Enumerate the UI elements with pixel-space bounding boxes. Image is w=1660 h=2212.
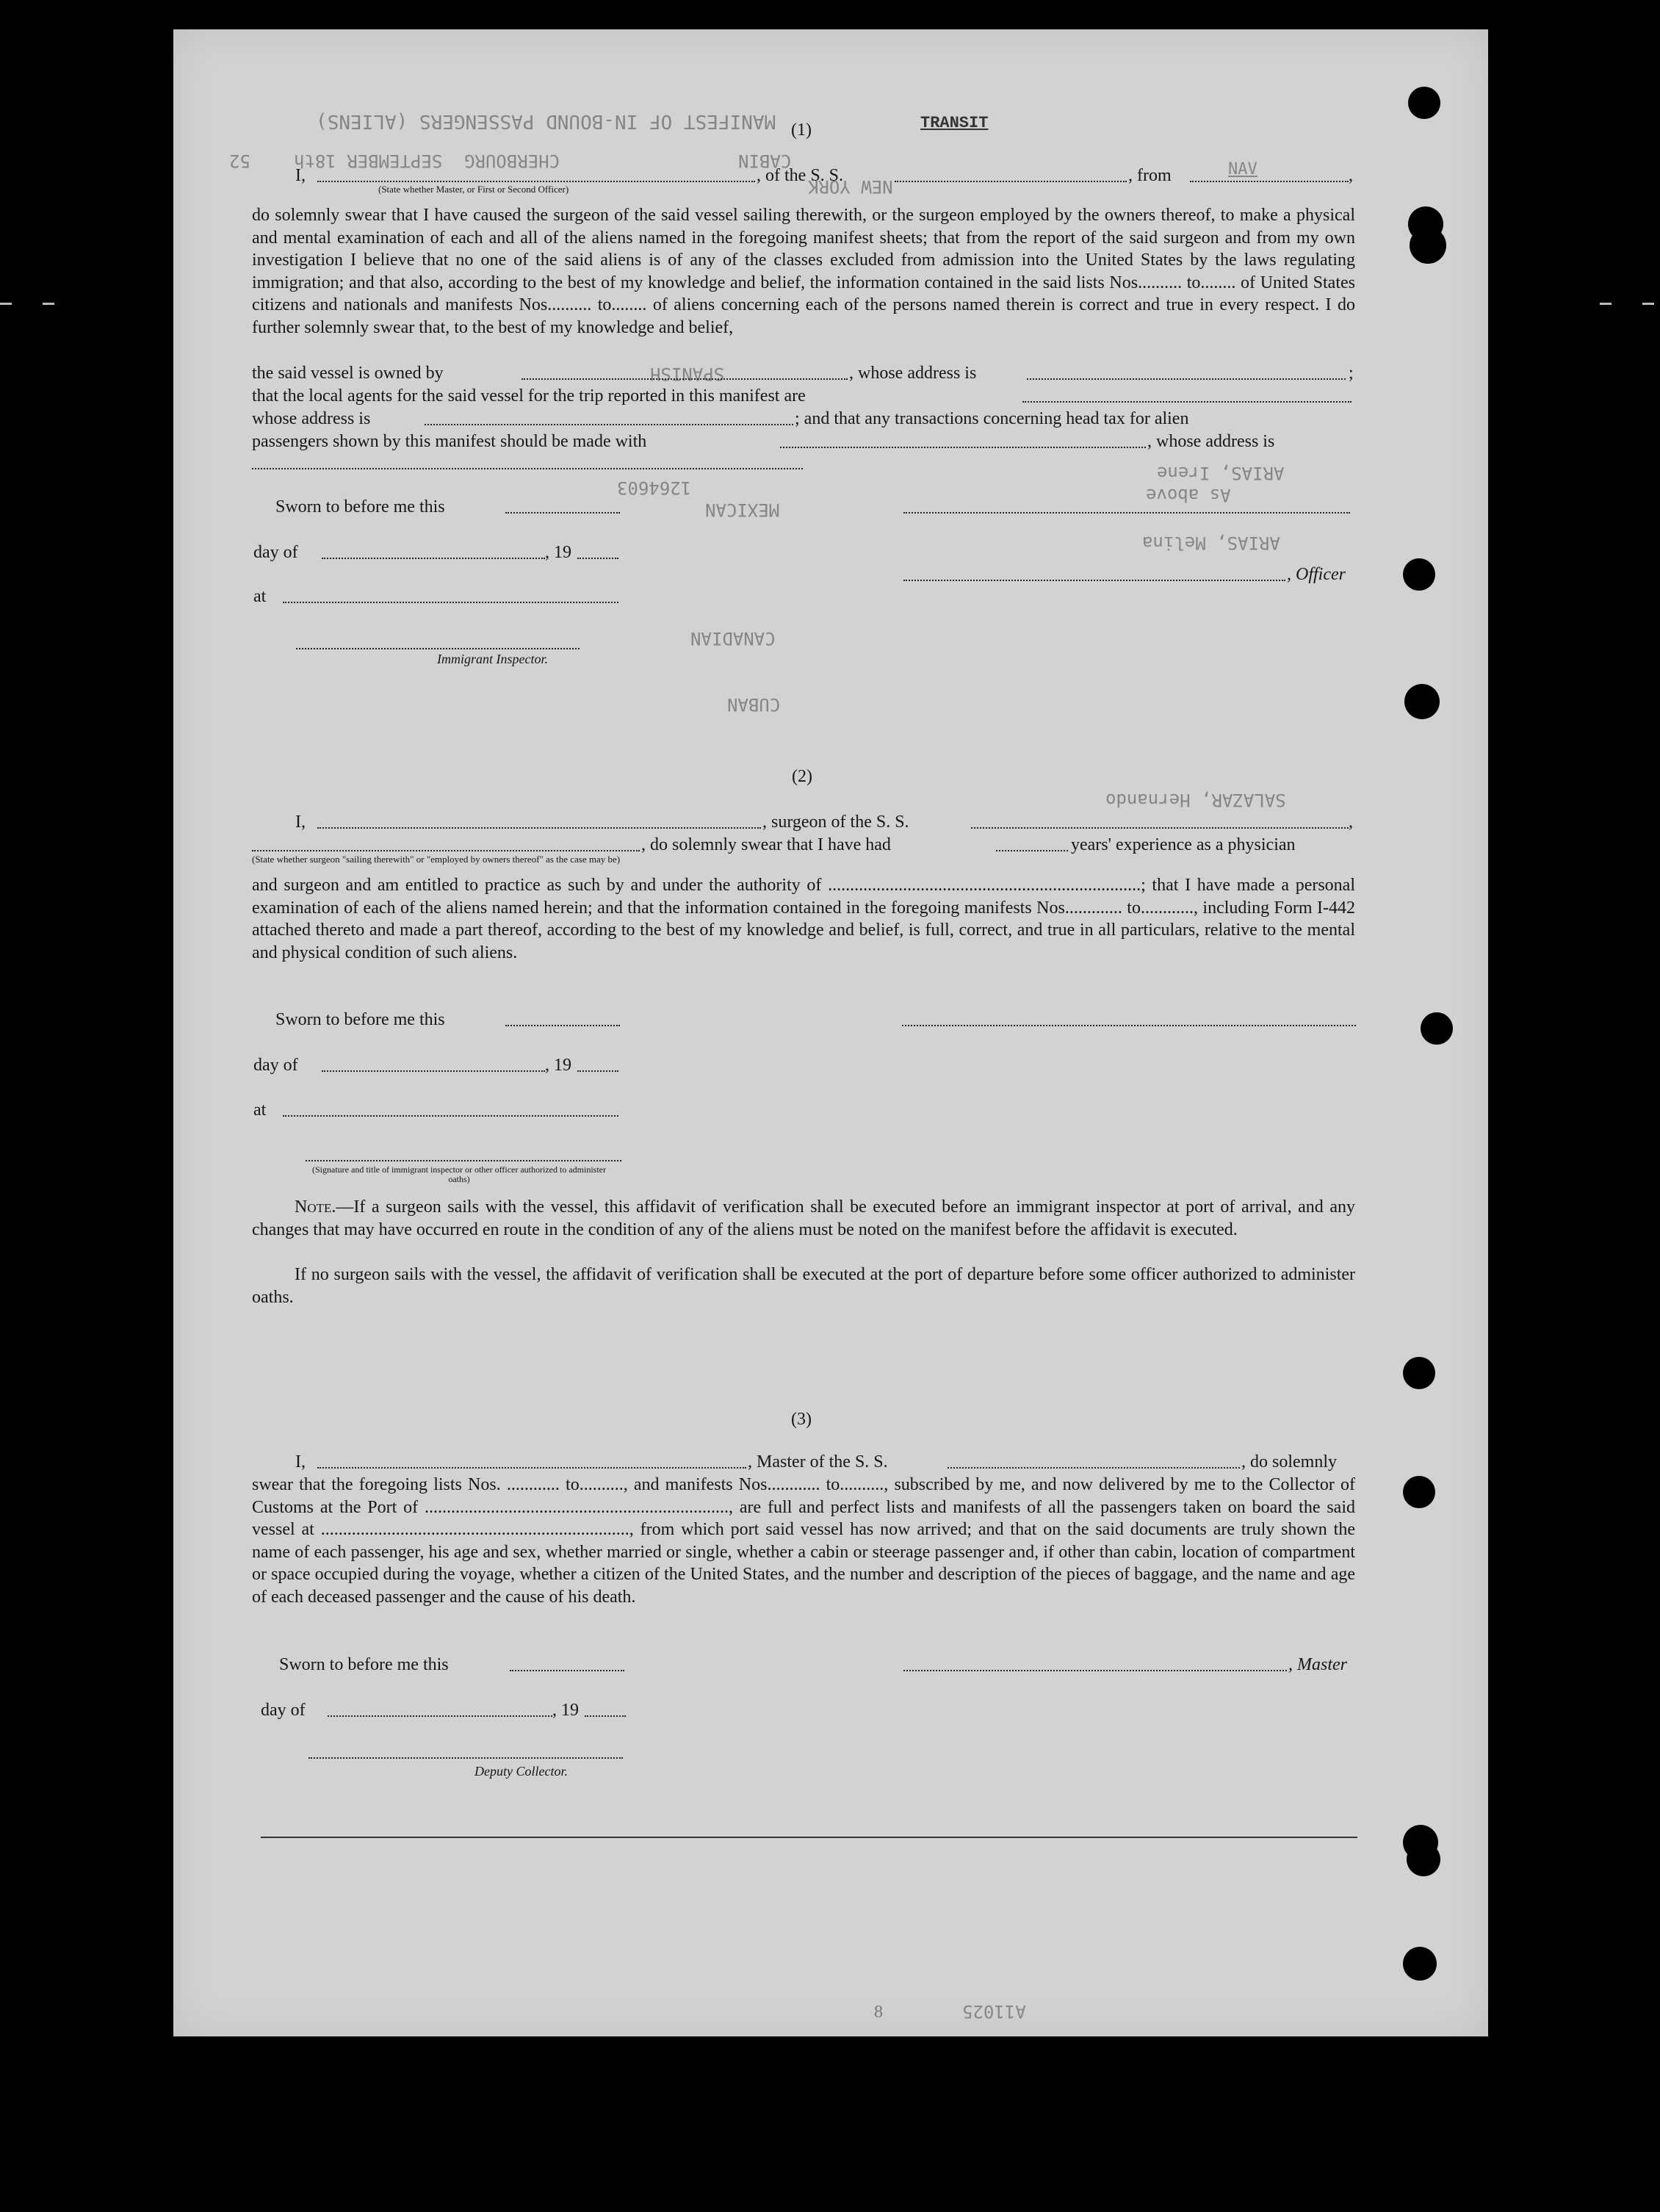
passengers-shown-label: passengers shown by this manifest should be made with [252,432,647,451]
bleed-through-text: ARIAS, Melina [1142,533,1280,553]
month-field[interactable] [322,558,545,559]
head-tax-text: ; and that any transactions concerning head tax for alien [795,409,1189,428]
sworn-day-field[interactable] [505,1025,620,1026]
bleed-through-text: SPANISH [650,364,725,384]
year-field[interactable] [577,1070,618,1072]
years-experience-field[interactable] [996,850,1068,851]
officer-caption: (State whether Master, or First or Second Officer) [378,184,569,195]
transit-stamp: TRANSIT [920,114,989,132]
surgeon-vessel-field[interactable] [971,827,1349,829]
note-2-text: If no surgeon sails with the vessel, the affidavit of verification shall be executed at the port of departure before some officer authorized to administer oaths. [252,1265,1355,1307]
punch-hole [1403,1476,1435,1508]
master-name-field[interactable] [317,181,755,182]
note-text [252,1196,1355,1264]
head-tax-address-label: , whose address is [1147,432,1275,451]
deputy-collector-signature-field[interactable] [308,1757,623,1759]
bleed-through-text: MEXICAN [705,500,780,520]
section-2-number: (2) [792,767,812,786]
bleed-through-text: SALAZAR, Hernando [1105,790,1286,810]
day-of-label: day of [253,1056,298,1075]
month-field[interactable] [328,1715,552,1717]
punch-hole [1407,1842,1440,1876]
local-agents-field[interactable] [1022,401,1352,403]
punch-hole [1408,87,1440,119]
punch-hole [1404,684,1440,719]
edge-mark [0,303,12,305]
master-i-label: I, [295,1452,306,1471]
line-end: ; [1349,364,1354,383]
year-label: , 19 [552,1701,579,1720]
sworn-day-field[interactable] [510,1670,624,1671]
sworn-label: Sworn to before me this [275,1010,445,1029]
punch-hole [1403,1357,1435,1389]
local-agents-label: that the local agents for the said vessel for the trip reported in this manifest are [252,386,806,406]
note-body: —If a surgeon sails with the vessel, this affidavit of verification shall be executed before an immigrant inspector at port of arrival, and any changes that may have occurred en route in the condition of any of the aliens must be noted on the manifest before the affidavit is executed. [252,1197,1355,1239]
nav-stamp: NAV [1228,160,1257,179]
footer-number: 8 [874,2003,883,2022]
bleed-through-text: As above [1146,485,1231,505]
signature-caption: (Signature and title of immigrant inspector or other officer authorized to administer oaths) [312,1164,606,1184]
bleed-through-text: NEW YORK [808,176,893,197]
sworn-label: Sworn to before me this [275,497,445,516]
master-vessel-field[interactable] [948,1467,1240,1469]
owner-field[interactable] [522,378,848,380]
section-2-oath-text: and surgeon and am entitled to practice as such by and under the authority of .......................................................................; that I have made a personal examination of each of the aliens named herein; and that the information contained in the foregoing manifests Nos............. to............, including Form I-442 attached thereto and made a part thereof, according to the best of my knowledge and belief, is full, correct, and true in all particulars, relative to the mental and physical condition of such aliens. [252,876,1355,962]
bleed-through-text: 1264603 [617,478,692,498]
master-signature-field[interactable] [903,1670,1287,1671]
vessel-name-field[interactable] [895,181,1127,182]
from-port-field[interactable] [1190,181,1349,182]
year-field[interactable] [585,1715,626,1717]
bleed-through-text: MANIFEST OF IN-BOUND PASSENGERS (ALIENS) [316,110,776,132]
month-field[interactable] [322,1070,545,1072]
edge-mark [1642,303,1654,305]
punch-hole [1403,1947,1437,1981]
inspector-signature-field[interactable] [306,1160,621,1161]
footer-code: A11025 [962,2001,1026,2022]
surgeon-signature-field[interactable] [902,1025,1356,1026]
section-3-number: (3) [791,1410,812,1429]
officer-label: , Officer [1287,565,1346,584]
bleed-through-text: 52 [229,151,250,171]
master-label: , Master [1288,1655,1347,1674]
bleed-through-text: CUBAN [727,694,781,715]
line-end: , [1349,166,1353,185]
owner-address-field[interactable] [1027,378,1346,380]
bottom-rule [261,1837,1357,1838]
master-label: I, [295,166,306,185]
from-label: , from [1128,166,1172,185]
owner-address-label: , whose address is [849,364,977,383]
punch-hole [1421,1012,1453,1045]
surgeon-name-field[interactable] [317,827,761,829]
edge-mark [1600,303,1612,305]
punch-hole [1410,227,1446,264]
surgeon-vessel-label: , surgeon of the S. S. [762,813,909,832]
agents-address-label: whose address is [252,409,371,428]
master-name-field[interactable] [317,1467,746,1469]
section-1-oath-text: do solemnly swear that I have caused the surgeon of the said vessel sailing therewith, or the surgeon employed by the owners thereof, to make a physical and mental examination of each and all of the aliens named in the foregoing manifest sheets; that from the report of the said surgeon and from my own investigation I believe that no one of the said aliens is of any of the classes excluded from admission into the United States by the laws regulating immigration; and that also, according to the best of my knowledge and belief, the information contained in the said lists Nos.......... to........ of United States citizens and nationals and manifests Nos.......... to........ of aliens concerning each of the persons named therein is correct and true in every respect. I do further solemnly swear that, to the best of my knowledge and belief, [252,206,1355,337]
master-vessel-label: , Master of the S. S. [748,1452,888,1471]
year-field[interactable] [577,558,618,559]
vessel-label: , of the S. S. [757,166,844,185]
do-solemnly-label: , do solemnly swear that I have had [641,835,891,854]
note-label: Note. [295,1197,336,1217]
place-field[interactable] [283,1115,618,1117]
sworn-label: Sworn to before me this [279,1655,449,1674]
agents-address-field[interactable] [425,424,793,425]
head-tax-address-field[interactable] [252,468,803,469]
officer-signature-field[interactable] [903,512,1350,514]
bleed-through-text: CANADIAN [690,628,776,649]
year-label: , 19 [545,543,571,562]
deputy-collector-caption: Deputy Collector. [474,1764,568,1779]
immigrant-inspector-caption: Immigrant Inspector. [437,652,548,666]
at-label: at [253,587,267,606]
bleed-through-text: SEPTEMBER 18th [294,151,443,171]
surgeon-status-field[interactable] [252,850,640,851]
surgeon-i-label: I, [295,813,306,832]
edge-mark [43,303,54,305]
year-label: , 19 [545,1056,571,1075]
do-solemnly-label: , do solemnly [1241,1452,1337,1471]
bleed-through-text: CABIN [738,151,792,171]
section-1-number: (1) [791,120,812,140]
years-experience-label: years' experience as a physician [1071,835,1296,854]
place-field[interactable] [283,602,618,603]
owned-by-label: the said vessel is owned by [252,364,444,383]
officer-title-field[interactable] [903,580,1285,581]
sworn-day-field[interactable] [505,512,620,514]
day-of-label: day of [261,1701,306,1720]
bleed-through-text: ARIAS, Irene [1157,463,1285,483]
bleed-through-text: CHERBOURG [464,151,560,171]
head-tax-party-field[interactable] [780,447,1146,448]
surgeon-caption: (State whether surgeon "sailing therewith" or "employed by owners thereof" as the case may be) [252,854,621,865]
line-end: , [1349,813,1353,832]
section-3-oath-text: swear that the foregoing lists Nos. ............ to.........., and manifests Nos............ to.........., subscribed by me, and now delivered by me to the Collector of Customs at the Port of ....................................................................., are full and perfect lists and manifests of all the passengers taken on board the said vessel at ......................................................................, from which port said vessel has now arrived; and that on the said documents are truly shown the name of each passenger, his age and sex, whether married or single, whether a cabin or steerage passenger and, if other than cabin, location of compartment or space occupied during the voyage, whether a citizen of the United States, and the number and description of the pieces of baggage, and the name and age of each deceased passenger and the cause of his death. [252,1475,1355,1607]
day-of-label: day of [253,543,298,562]
at-label: at [253,1100,267,1120]
punch-hole [1403,558,1435,591]
